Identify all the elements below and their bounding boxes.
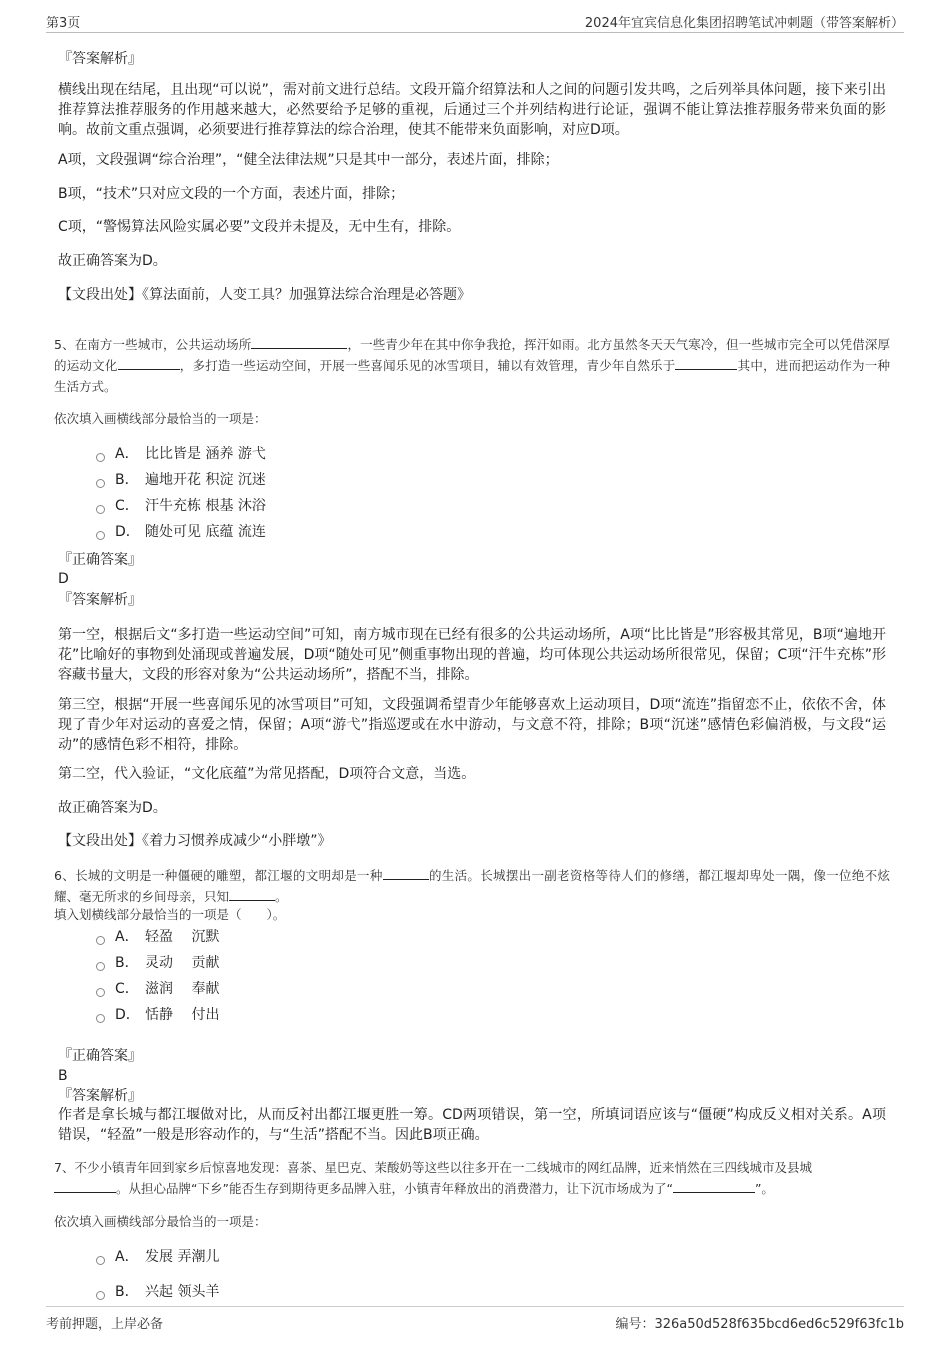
analysis-paragraph: 作者是拿长城与都江堰做对比，从而反衬出都江堰更胜一筹。CD两项错误，第一空，所填词语应该与“僵硬”构成反义相对关系。A项错误，“轻盈”一般是形容动作的，与“生活”搭配不当。因此B项正确。: [58, 1107, 886, 1143]
question-7-prompt: 依次填入画横线部分最恰当的一项是：: [54, 1214, 267, 1229]
correct-answer: D: [58, 571, 69, 587]
option-b[interactable]: B． 兴起 领头羊: [96, 1282, 219, 1302]
radio-icon[interactable]: [96, 936, 105, 945]
fill-blank: [251, 336, 347, 349]
analysis-blank-3: 第三空，根据“开展一些喜闻乐见的冰雪项目”可知，文段强调希望青少年能够喜欢上运动项目，D项“流连”指留恋不止，依依不舍，体现了青少年对运动的喜爱之情，保留；A项“游弋”指巡逻或在水中游动，与文意不符，排除；B项“沉迷”感情色彩偏消极，与文段“运动”的感情色彩不相符，排除。: [58, 697, 886, 753]
option-a[interactable]: A． 轻盈 沉默: [96, 927, 219, 947]
radio-icon[interactable]: [96, 531, 105, 540]
document-code: 编号：326a50d528f635bcd6ed6c529f63fc1b: [615, 1317, 904, 1332]
option-d[interactable]: D． 随处可见 底蕴 流连: [96, 522, 266, 542]
page-number: 第3页: [46, 16, 81, 31]
option-b[interactable]: B． 灵动 贡献: [96, 953, 219, 973]
option-a[interactable]: A． 比比皆是 涵养 游弋: [96, 444, 266, 464]
analysis-label: 『答案解析』: [58, 592, 142, 608]
correct-answer-label: 『正确答案』: [58, 1048, 142, 1064]
answer-statement: 故正确答案为D。: [58, 253, 167, 269]
answer-statement: 故正确答案为D。: [58, 800, 167, 816]
radio-icon[interactable]: [96, 988, 105, 997]
option-a[interactable]: A． 发展 弄潮儿: [96, 1247, 219, 1267]
fill-blank: [54, 1180, 116, 1193]
correct-answer-label: 『正确答案』: [58, 552, 142, 568]
option-c[interactable]: C． 汗牛充栋 根基 沐浴: [96, 496, 266, 516]
fill-blank: [383, 867, 429, 880]
footer-slogan: 考前押题，上岸必备: [46, 1317, 164, 1332]
option-b[interactable]: B． 遍地开花 积淀 沉迷: [96, 470, 266, 490]
footer-divider: [46, 1306, 904, 1307]
option-c[interactable]: C． 滋润 奉献: [96, 979, 219, 999]
radio-icon[interactable]: [96, 1256, 105, 1265]
analysis-blank-1: 第一空，根据后文“多打造一些运动空间”可知，南方城市现在已经有很多的公共运动场所，A项“比比皆是”形容极其常见，B项“遍地开花”比喻好的事物到处涌现或普遍发展，D项“随处可见”侧重事物出现的普遍，均可体现公共运动场所很常见，保留；C项“汗牛充栋”形容藏书量大，文段的形容对象为“公共运动场所”，搭配不当，排除。: [58, 627, 886, 683]
option-d[interactable]: D． 恬静 付出: [96, 1005, 219, 1025]
question-6-stem: 6、长城的文明是一种僵硬的雕塑，都江堰的文明却是一种 的生活。长城摆出一副老资格等待人们的修缮，都江堰却卑处一隅，像一位绝不炫耀、毫无所求的乡间母亲，只知 。: [54, 868, 890, 904]
analysis-paragraph: 横线出现在结尾，且出现“可以说”，需对前文进行总结。文段开篇介绍算法和人之间的问题引发共鸣，之后列举具体问题，接下来引出推荐算法推荐服务的作用越来越大，必然要给予足够的重视，后通过三个并列结构进行论证，强调不能让算法推荐服务带来负面的影响。故前文重点强调，必须要进行推荐算法的综合治理，使其不能带来负面影响，对应D项。: [58, 82, 886, 138]
fill-blank: [675, 357, 737, 370]
analysis-label: 『答案解析』: [58, 51, 142, 67]
question-5-stem: 5、在南方一些城市，公共运动场所 ，一些青少年在其中你争我抢，挥汗如雨。北方虽然冬天天气寒冷，但一些城市完全可以凭借深厚的运动文化 ，多打造一些运动空间，开展一些喜闻乐见的冰雪项目，辅以有效管理，青少年自然乐于 其中，进而把运动作为一种生活方式。: [54, 337, 890, 394]
analysis-blank-2: 第二空，代入验证，“文化底蕴”为常见搭配，D项符合文意，当选。: [58, 766, 476, 782]
analysis-label: 『答案解析』: [58, 1088, 142, 1104]
fill-blank: [673, 1180, 755, 1193]
fill-blank: [118, 357, 180, 370]
question-7-stem: 7、不少小镇青年回到家乡后惊喜地发现：喜茶、星巴克、茉酸奶等这些以往多开在一二线城市的网红品牌，近来悄然在三四线城市及县城 。从担心品牌“下乡”能否生存到期待更多品牌入驻，小镇青年释放出的消费潜力，让下沉市场成为了“ ”。: [54, 1160, 812, 1196]
radio-icon[interactable]: [96, 479, 105, 488]
radio-icon[interactable]: [96, 1291, 105, 1300]
source-citation: 【文段出处】《算法面前，人变工具？加强算法综合治理是必答题》: [58, 287, 471, 303]
question-6-prompt: 填入划横线部分最恰当的一项是（ ）。: [54, 907, 286, 922]
header-divider: [46, 32, 904, 33]
question-5-prompt: 依次填入画横线部分最恰当的一项是：: [54, 411, 267, 426]
source-citation: 【文段出处】《着力习惯养成减少“小胖墩”》: [58, 833, 332, 849]
fill-blank: [229, 888, 275, 901]
document-title: 2024年宜宾信息化集团招聘笔试冲刺题（带答案解析）: [584, 16, 904, 31]
analysis-option-b: B项，“技术”只对应文段的一个方面，表述片面，排除；: [58, 186, 405, 202]
radio-icon[interactable]: [96, 1014, 105, 1023]
analysis-option-c: C项，“警惕算法风险实属必要”文段并未提及，无中生有，排除。: [58, 219, 461, 235]
radio-icon[interactable]: [96, 505, 105, 514]
correct-answer: B: [58, 1068, 68, 1084]
radio-icon[interactable]: [96, 962, 105, 971]
analysis-option-a: A项，文段强调“综合治理”，“健全法律法规”只是其中一部分，表述片面，排除；: [58, 152, 559, 168]
radio-icon[interactable]: [96, 453, 105, 462]
